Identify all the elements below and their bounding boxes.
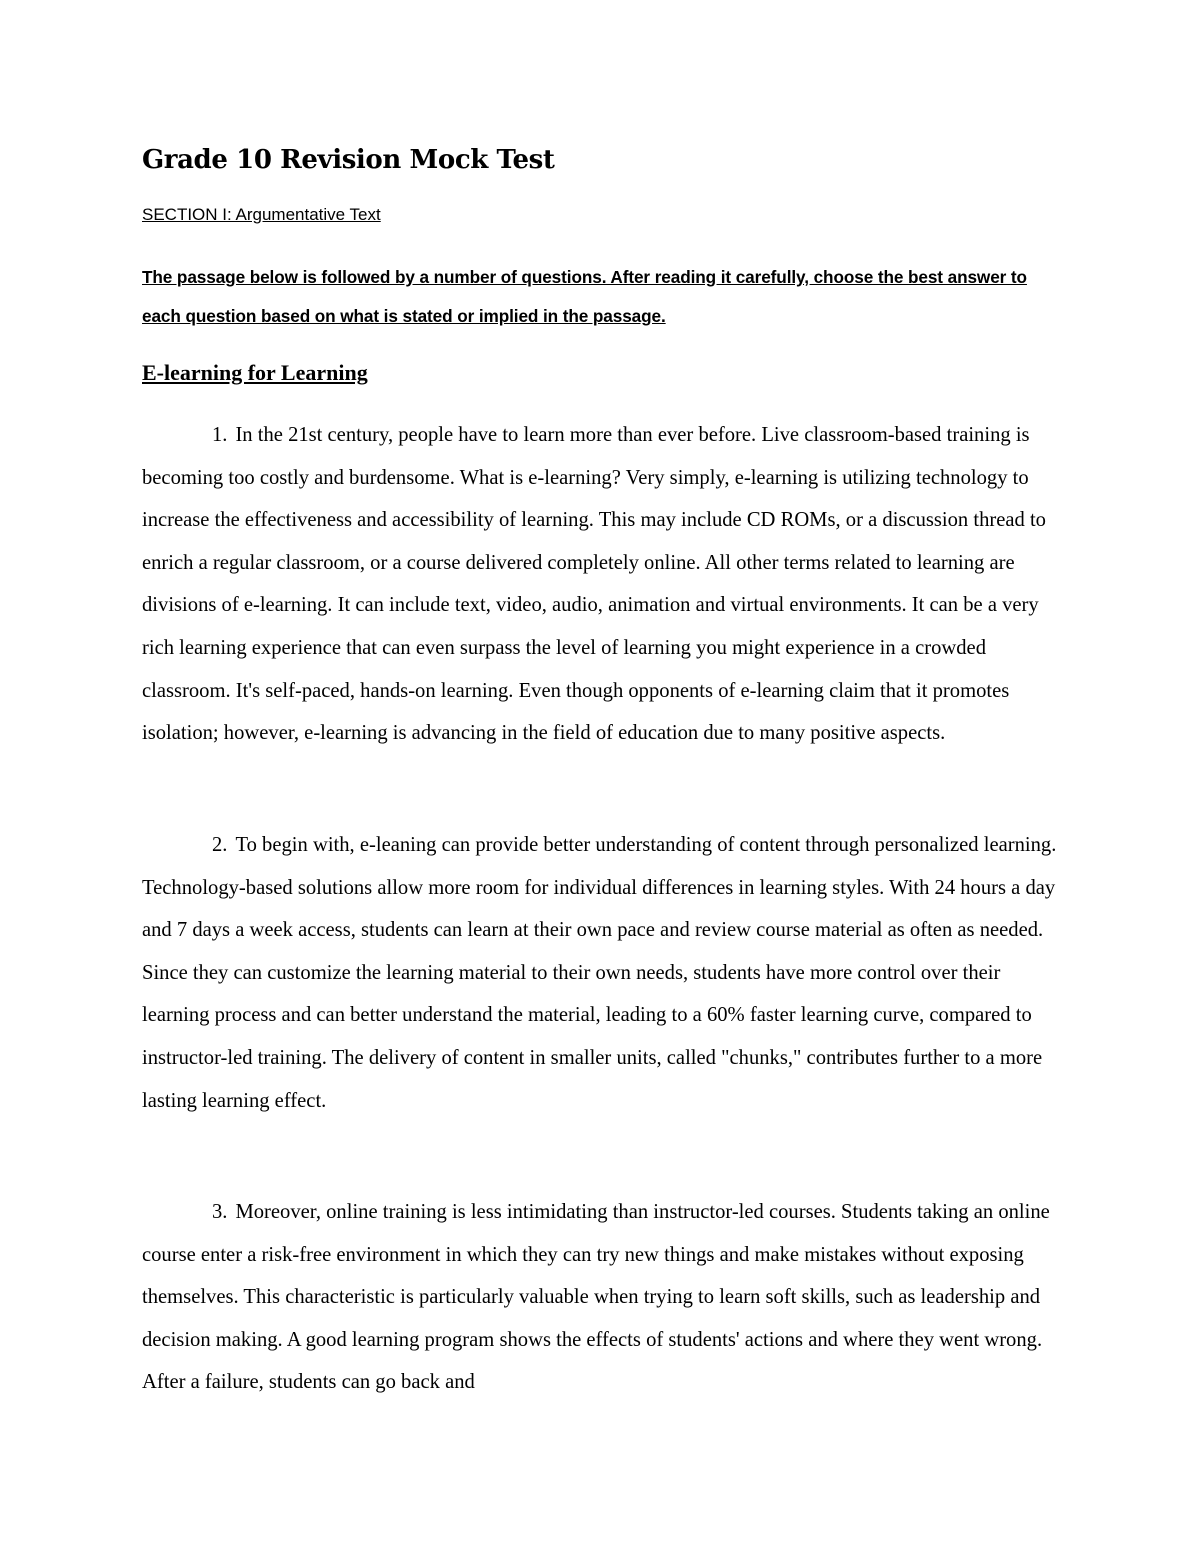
paragraph-text: To begin with, e-leaning can provide better understanding of content through personalized learning. Technology-based solutions allow more room for individual differences in learning styles. With 24 hours a day and 7 days a week access, students can learn at their own pace and review course material as often as needed. Since they can customize the learning material to their own needs, students have more control over their learning process and can better understand the material, leading to a 60% faster learning curve, compared to instructor-led training. The delivery of content in smaller units, called "chunks," contributes further to a more lasting learning effect. bbox=[142, 834, 1057, 1112]
instructions-text: The passage below is followed by a number of questions. After reading it carefully, choose the best answer to each question based on what is stated or implied in the passage. bbox=[142, 267, 1027, 326]
paragraph-1 bbox=[142, 414, 1067, 755]
paragraph-2 bbox=[142, 824, 1067, 1122]
paragraph-text: In the 21st century, people have to learn more than ever before. Live classroom-based training is becoming too costly and burdensome. What is e-learning? Very simply, e-learning is utilizing technology to increase the effectiveness and accessibility of learning. This may include CD ROMs, or a discussion thread to enrich a regular classroom, or a course delivered completely online. All other terms related to learning are divisions of e-learning. It can include text, video, audio, animation and virtual environments. It can be a very rich learning experience that can even surpass the level of learning you might experience in a crowded classroom. It's self-paced, hands-on learning. Even though opponents of e-learning claim that it promotes isolation; however, e-learning is advancing in the field of education due to many positive aspects. bbox=[142, 424, 1046, 745]
section-heading: SECTION I: Argumentative Text bbox=[142, 205, 381, 224]
page-title: Grade 10 Revision Mock Test bbox=[142, 145, 555, 175]
paragraph-3 bbox=[142, 1191, 1067, 1404]
paragraph-number: 2. bbox=[212, 834, 228, 856]
paragraph-number: 3. bbox=[212, 1201, 228, 1223]
passage-title: E-learning for Learning bbox=[142, 360, 368, 385]
paragraph-number: 1. bbox=[212, 424, 228, 446]
paragraph-text: Moreover, online training is less intimidating than instructor-led courses. Students taking an online course enter a risk-free environment in which they can try new things and make mistakes without exposing themselves. This characteristic is particularly valuable when trying to learn soft skills, such as leadership and decision making. A good learning program shows the effects of students' actions and where they went wrong. After a failure, students can go back and bbox=[142, 1201, 1050, 1394]
